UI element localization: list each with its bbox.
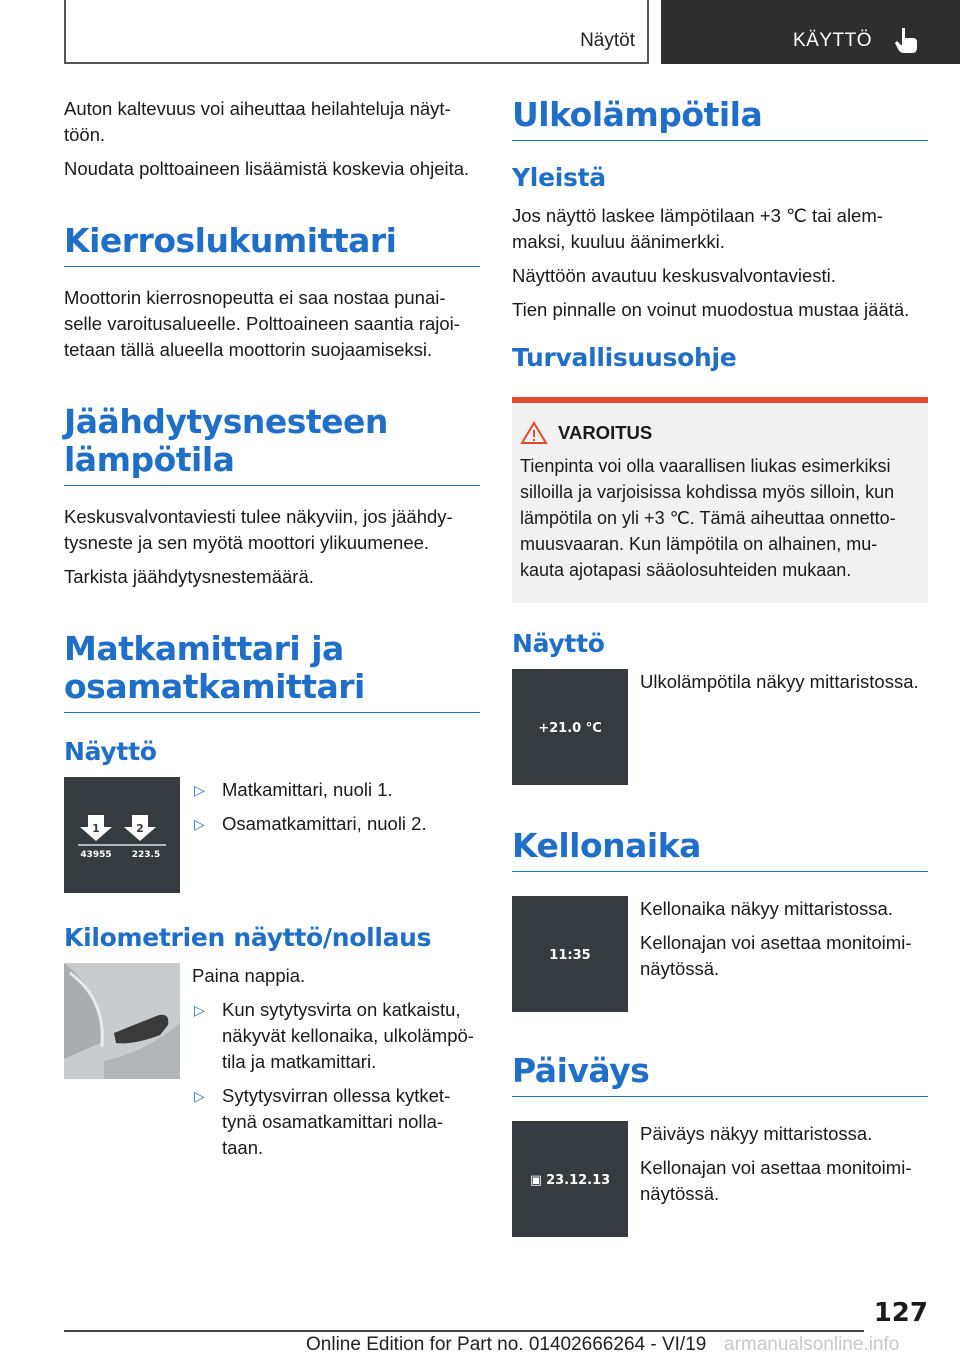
header-section: Näytöt — [580, 30, 635, 51]
page-number: 127 — [873, 1298, 928, 1328]
pointing-hand-icon — [893, 26, 919, 54]
reset-button-image — [64, 963, 180, 1079]
subheading-yleista: Yleistä — [512, 163, 606, 192]
odometer-block — [64, 777, 480, 893]
header-section-box — [64, 0, 649, 64]
heading-jaahdytysneste: Jäähdytysnesteen lämpötila — [64, 403, 480, 486]
clock-block — [512, 896, 928, 1012]
subheading-turvallisuusohje: Turvallisuusohje — [512, 343, 737, 372]
arrow-1-label: 1 — [92, 822, 100, 835]
odometer-image — [64, 777, 180, 893]
heading-kierroslukumittari: Kierroslukumittari — [64, 222, 480, 267]
warning-text: Tienpinta voi olla vaarallisen liukas esimerkiksi silloilla ja varjoisissa kohdissa myös silloin, kun lämpötila on yli +3 ℃. Tämä aiheuttaa onnetto-muusvaaran. Kun lämpötila on alhainen, mu-kauta ajotapasi sääolosuhteiden mukaan. — [520, 456, 896, 580]
list-item: ▷ Kun sytytysvirta on katkaistu, näkyvät kellonaika, ulkolämpö-tila ja matkamittari. — [192, 997, 480, 1075]
date-block — [512, 1121, 928, 1237]
kierros-text: Moottorin kierrosnopeutta ei saa nostaa punai-selle varoitusalueelle. Polttoaineen saantia rajoi-tetaan tällä alueella moottorin suojaamiseksi. — [64, 287, 460, 360]
warning-triangle-icon — [520, 421, 548, 445]
calendar-icon: ▣ — [529, 1173, 543, 1188]
temp-display-value: +21.0 °C — [538, 721, 602, 736]
heading-ulkolampotila: Ulkolämpötila — [512, 96, 928, 141]
arrow-2-label: 2 — [136, 822, 144, 835]
intro-text-2: Noudata polttoaineen lisäämistä koskevia ohjeita. — [64, 158, 470, 179]
ulko-text-3: Tien pinnalle on voinut muodostua mustaa jäätä. — [512, 299, 910, 320]
temp-display-block — [512, 669, 928, 785]
intro-text-1: Auton kaltevuus voi aiheuttaa heilahteluja näyt-töön. — [64, 98, 451, 145]
footer-edition — [306, 1334, 900, 1356]
subheading-naytto: Näyttö — [64, 737, 157, 766]
heading-matkamittari: Matkamittari ja osamatkamittari — [64, 630, 480, 713]
list-item: ▷ Osamatkamittari, nuoli 2. — [192, 811, 480, 837]
date-text-2: Kellonajan voi asettaa monitoimi-näytössä. — [640, 1157, 912, 1204]
jaahdytys-text-1: Keskusvalvontaviesti tulee näkyviin, jos jäähdy-tysneste ja sen myötä moottori ylikuumenee. — [64, 506, 453, 553]
header-chapter-box — [661, 0, 960, 64]
header-chapter: KÄYTTÖ — [793, 30, 873, 51]
date-display-value: 23.12.13 — [546, 1173, 611, 1188]
warning-box — [512, 397, 928, 603]
trip-value: 223.5 — [131, 850, 161, 860]
footer-divider — [64, 1330, 864, 1332]
clock-text-1: Kellonaika näkyy mittaristossa. — [640, 898, 893, 919]
subheading-kilometrien-naytto: Kilometrien näyttö/nollaus — [64, 923, 432, 952]
odometer-arrows — [64, 777, 180, 893]
heading-paivays: Päiväys — [512, 1052, 928, 1097]
clock-display-image — [512, 896, 628, 1012]
reset-button-photo — [64, 963, 180, 1079]
ulko-text-2: Näyttöön avautuu keskusvalvontaviesti. — [512, 265, 836, 286]
heading-kellonaika: Kellonaika — [512, 827, 928, 872]
date-display-row — [512, 1173, 628, 1188]
footer-edition-text: Online Edition for Part no. 01402666264 - VI/19 — [306, 1334, 707, 1355]
list-item: ▷ Sytytysvirran ollessa kytket-tynä osamatkamittari nolla-taan. — [192, 1083, 480, 1161]
jaahdytys-text-2: Tarkista jäähdytysnestemäärä. — [64, 566, 314, 587]
list-item: ▷ Matkamittari, nuoli 1. — [192, 777, 480, 803]
ulko-text-1: Jos näyttö laskee lämpötilaan +3 ℃ tai alem-maksi, kuuluu äänimerkki. — [512, 205, 883, 252]
reset-text: Paina nappia. — [192, 965, 306, 986]
left-column — [64, 96, 480, 1169]
watermark: armanualsonline.info — [724, 1334, 900, 1355]
temp-caption: Ulkolämpötila näkyy mittaristossa. — [640, 671, 919, 692]
clock-text-2: Kellonajan voi asettaa monitoimi-näytössä. — [640, 932, 912, 979]
date-text-1: Päiväys näkyy mittaristossa. — [640, 1123, 873, 1144]
warning-title — [520, 421, 920, 445]
clock-display-value: 11:35 — [549, 948, 591, 963]
reset-block — [64, 963, 480, 1169]
warning-label: VAROITUS — [558, 422, 653, 443]
subheading-naytto-right: Näyttö — [512, 629, 605, 658]
temp-display-image — [512, 669, 628, 785]
odometer-value: 43955 — [80, 850, 112, 860]
date-display-image — [512, 1121, 628, 1237]
right-column — [512, 96, 928, 1237]
